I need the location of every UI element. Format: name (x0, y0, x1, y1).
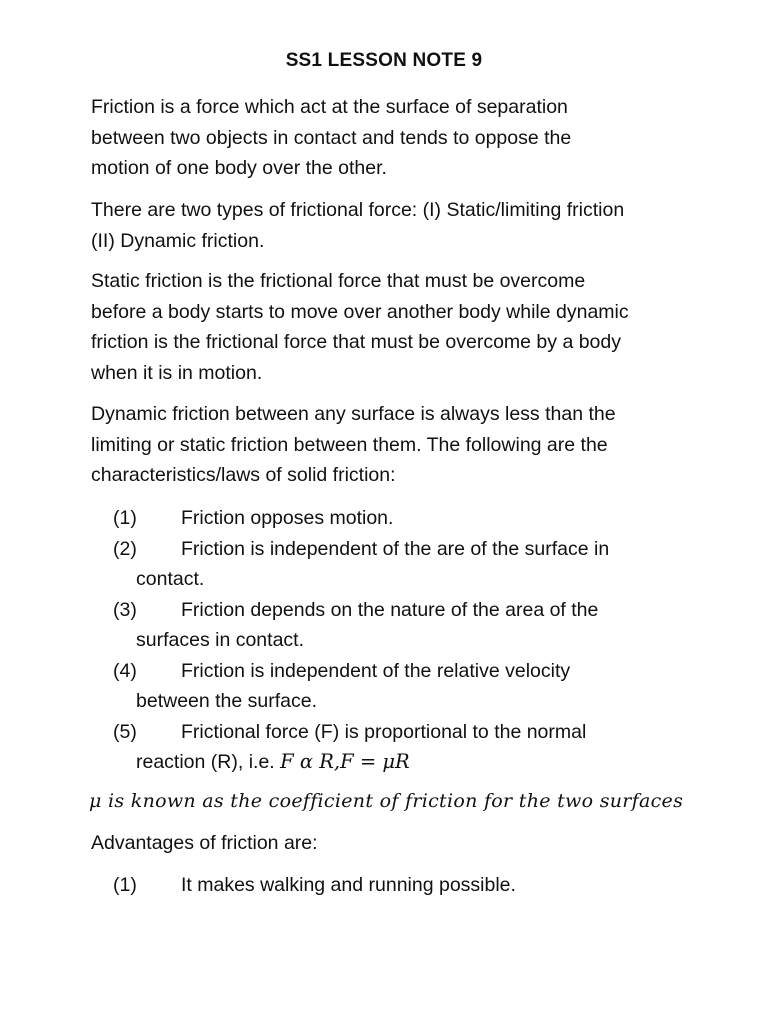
text-line: There are two types of frictional force: (I) Static/limiting friction (91, 199, 625, 221)
list-item (0, 503, 768, 534)
laws-list (0, 503, 768, 778)
list-text-continued: between the surface. (136, 690, 318, 712)
list-text-continued: surfaces in contact. (136, 629, 304, 651)
list-text-continued: contact. (136, 568, 205, 590)
text-line: when it is in motion. (91, 361, 263, 384)
text-line: (II) Dynamic friction. (91, 229, 265, 252)
list-text: Friction is independent of the relative velocity (181, 659, 571, 682)
list-number: (3) (113, 598, 137, 621)
list-text: Friction depends on the nature of the area of the (181, 598, 599, 621)
list-item (0, 656, 768, 717)
text-line: motion of one body over the other. (91, 157, 387, 179)
text-line: Dynamic friction between any surface is always less than the (91, 403, 616, 425)
coefficient-note: μ is known as the coefficient of friction for the two surfaces (89, 790, 684, 812)
list-number: (2) (113, 537, 137, 560)
list-text: It makes walking and running possible. (181, 874, 516, 896)
page-title: SS1 LESSON NOTE 9 (285, 50, 483, 71)
list-number: (5) (113, 720, 137, 743)
text-line: limiting or static friction between them. The following are the (91, 433, 608, 456)
friction-formula: F α R,F = μR (280, 750, 410, 773)
text-line: Friction is a force which act at the surface of separation (91, 96, 568, 118)
paragraph-laws-intro (91, 399, 701, 491)
list-item (0, 717, 768, 778)
text-line: before a body starts to move over another body while dynamic (91, 300, 629, 323)
list-text: Friction opposes motion. (181, 507, 394, 529)
advantages-heading: Advantages of friction are: (91, 832, 318, 854)
reaction-text: reaction (R), i.e. (136, 751, 281, 773)
list-number: (1) (113, 874, 137, 896)
paragraph-definition (91, 92, 701, 184)
paragraph-static-dynamic (91, 266, 701, 388)
text-line: between two objects in contact and tends to oppose the (91, 126, 572, 149)
list-text: Friction is independent of the are of the surface in (181, 537, 610, 560)
text-line: characteristics/laws of solid friction: (91, 464, 396, 486)
list-item (0, 595, 768, 656)
advantages-list (0, 870, 768, 901)
list-text: Frictional force (F) is proportional to the normal (181, 720, 587, 743)
list-number: (1) (113, 507, 137, 529)
text-line: friction is the frictional force that must be overcome by a body (91, 331, 621, 353)
text-line: Static friction is the frictional force that must be overcome (91, 270, 586, 292)
list-item (0, 534, 768, 595)
list-text-continued (136, 747, 410, 778)
list-number: (4) (113, 659, 137, 682)
paragraph-types (91, 195, 701, 256)
list-item (0, 870, 768, 901)
